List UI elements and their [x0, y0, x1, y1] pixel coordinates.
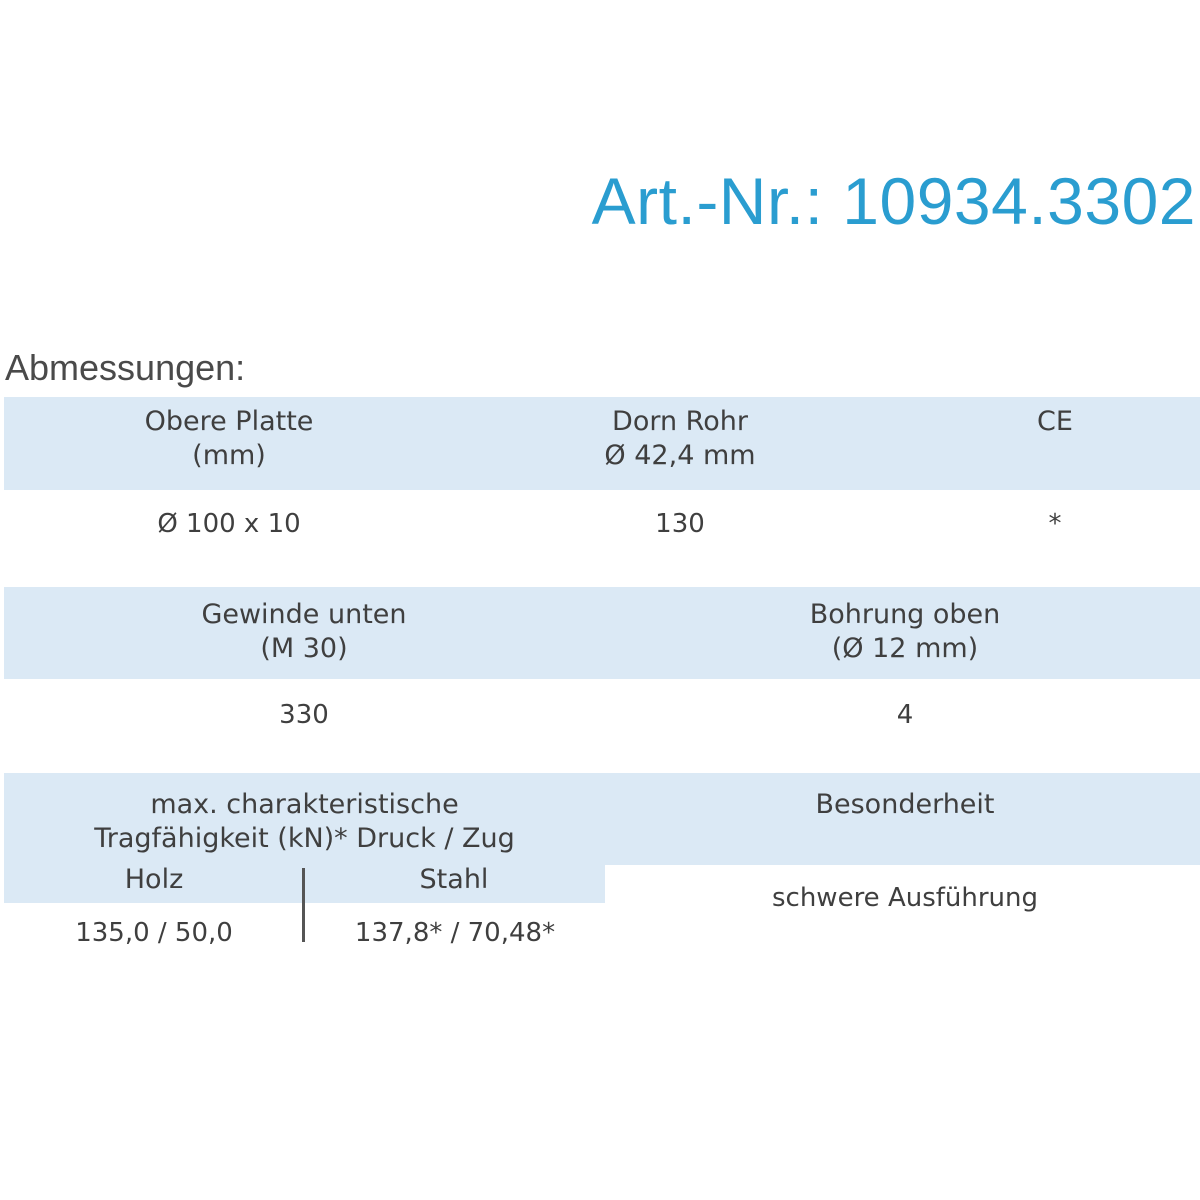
table1-value-obere-platte: Ø 100 x 10 — [157, 509, 301, 539]
table2-header-bohrung-oben-line1: Bohrung oben — [809, 599, 1001, 630]
section-title: Abmessungen: — [5, 347, 246, 388]
table1-header-obere-platte-line2: (mm) — [192, 440, 266, 471]
table3-subheader-stahl: Stahl — [419, 864, 489, 895]
table1-header-obere-platte-line1: Obere Platte — [144, 406, 314, 437]
table3-header-load-line1: max. charakteristische — [150, 789, 459, 820]
table3-value-besonderheit: schwere Ausführung — [771, 883, 1039, 913]
table1-value-dorn-rohr: 130 — [655, 509, 705, 539]
table3-header-load-capacity — [4, 788, 605, 856]
table2-header-gewinde-unten-line1: Gewinde unten — [201, 599, 407, 630]
table3-value-holz: 135,0 / 50,0 — [75, 918, 233, 948]
table3-value-stahl: 137,8* / 70,48* — [354, 918, 556, 948]
table2-header-gewinde-unten-line2: (M 30) — [260, 633, 348, 664]
table2-header-bohrung-oben — [705, 598, 1105, 666]
table2-value-bohrung-oben: 4 — [896, 700, 914, 730]
table1-value-ce: * — [1048, 509, 1062, 539]
table1-header-dorn-rohr-line1: Dorn Rohr — [612, 406, 748, 437]
table1-header-ce: CE — [1037, 406, 1073, 437]
table1-header-dorn-rohr-line2: Ø 42,4 mm — [604, 440, 756, 471]
table3-header-load-line2: Tragfähigkeit (kN)* Druck / Zug — [94, 823, 515, 854]
table2-header-gewinde-unten — [104, 598, 504, 666]
article-number: Art.-Nr.: 10934.3302 — [591, 164, 1196, 238]
table1-header-dorn-rohr — [480, 405, 880, 473]
table3-header-besonderheit: Besonderheit — [815, 789, 995, 820]
table1-header-obere-platte — [29, 405, 429, 473]
table3-subheader-holz: Holz — [124, 864, 184, 895]
table2-value-gewinde-unten: 330 — [279, 700, 329, 730]
table2-header-bohrung-oben-line2: (Ø 12 mm) — [831, 633, 979, 664]
